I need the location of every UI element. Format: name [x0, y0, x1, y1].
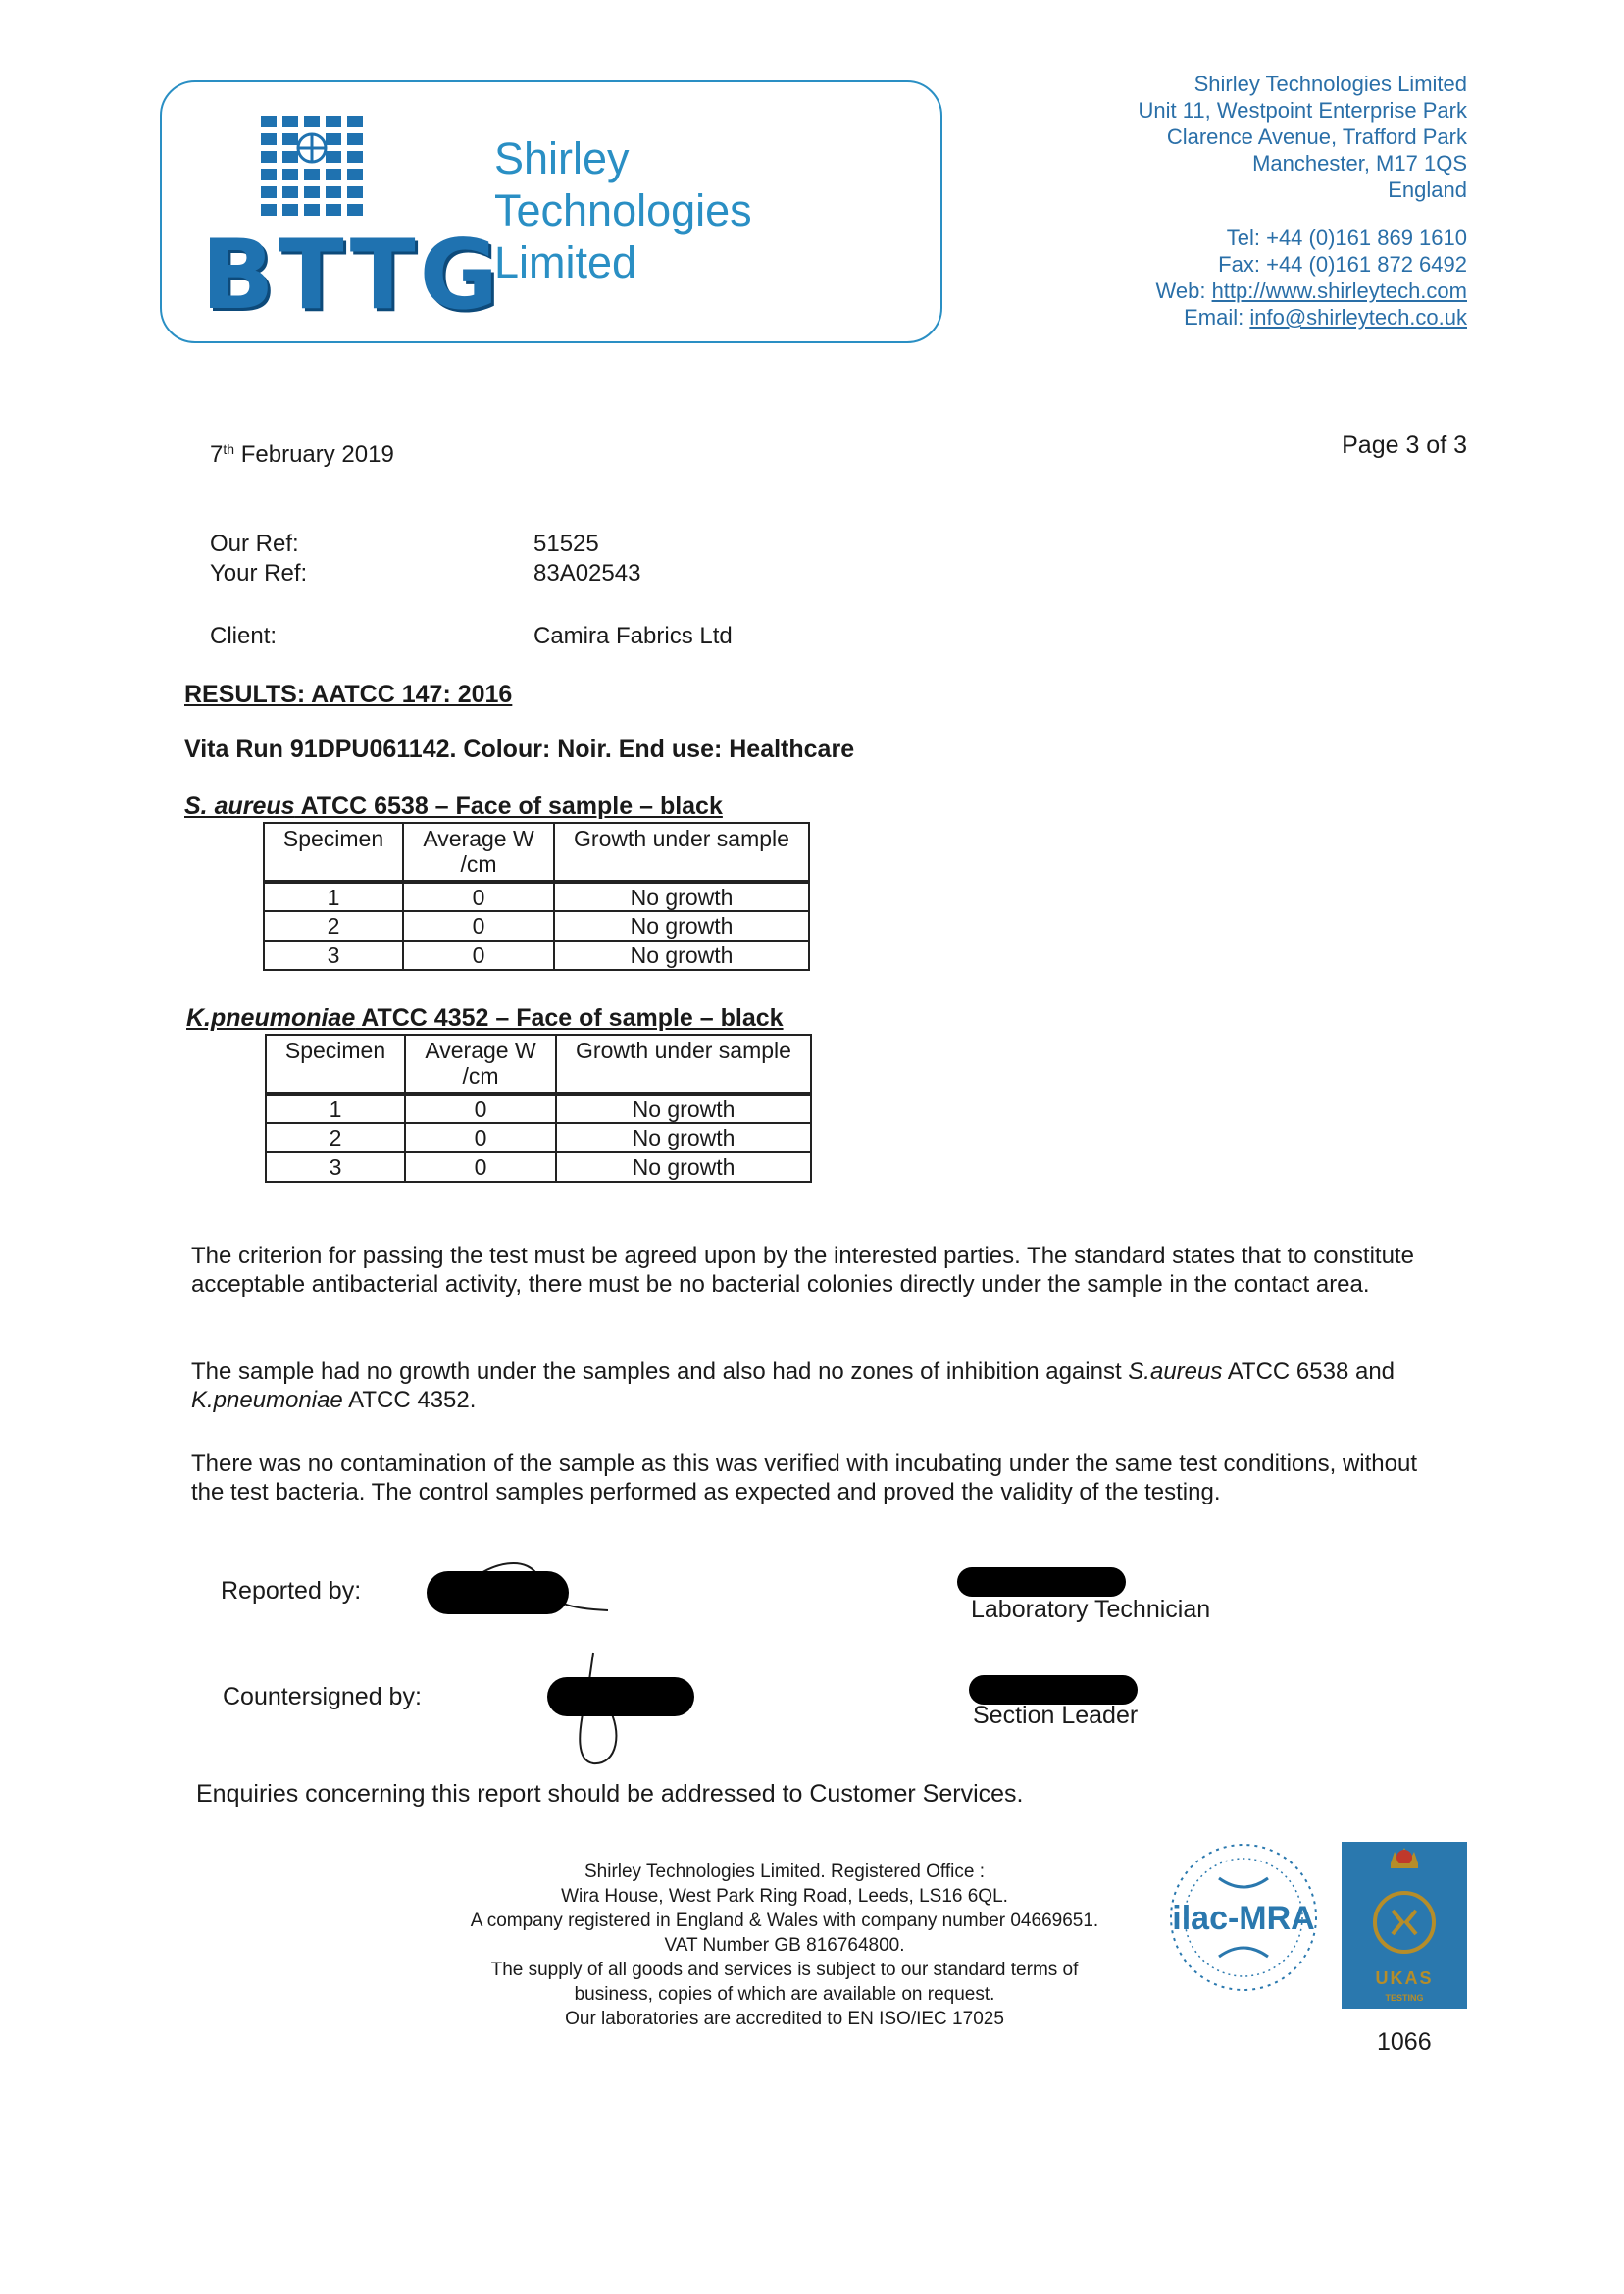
ukas-number: 1066 [1377, 2028, 1432, 2056]
average-w-cell: 0 [405, 1152, 556, 1182]
criterion-paragraph: The criterion for passing the test must be agreed upon by the interested parties. The standard states that to constitute acceptable antibacterial activity, there must be no bacterial colonies directly under the sample in the contact area. [191, 1243, 1414, 1298]
sample-description: Vita Run 91DPU061142. Colour: Noir. End use: Healthcare [184, 736, 855, 763]
column-header: Average W /cm [403, 823, 554, 882]
email-link[interactable]: info@shirleytech.co.uk [1249, 305, 1467, 330]
footer-line: VAT Number GB 816764800. [664, 1935, 905, 1956]
column-header: Specimen [266, 1035, 405, 1094]
table-title [184, 792, 723, 821]
growth-cell: No growth [556, 1094, 811, 1123]
column-header: Growth under sample [554, 823, 809, 882]
growth-cell: No growth [554, 911, 809, 941]
report-date [210, 441, 394, 469]
table-title-rest: ATCC 4352 – Face of sample – black [355, 1004, 784, 1032]
growth-cell: No growth [554, 882, 809, 911]
organism-name: S. aureus [184, 792, 295, 820]
specimen-cell: 1 [266, 1094, 405, 1123]
ukas-text: UKAS [1375, 1968, 1434, 1988]
footer-line: A company registered in England & Wales with company number 04669651. [470, 1911, 1099, 1931]
footer-legal [392, 1860, 1177, 2031]
company-name [494, 132, 752, 288]
specimen-cell: 3 [266, 1152, 405, 1182]
bttg-grid-logo-icon [261, 116, 367, 222]
growth-cell: No growth [556, 1152, 811, 1182]
column-header: Average W /cm [405, 1035, 556, 1094]
redacted-name [427, 1571, 569, 1614]
contamination-paragraph: There was no contamination of the sample as this was verified with incubating under the same test conditions, without the test bacteria. The control samples performed as expected and proved the validity of the testing. [191, 1451, 1418, 1505]
bttg-logo-text: BTTG [201, 220, 503, 331]
date-suffix: th [223, 441, 235, 457]
fax-label: Fax: [1218, 252, 1260, 277]
results-table-s-aureus [263, 822, 810, 971]
redacted-name [547, 1677, 694, 1716]
specimen-cell: 2 [266, 1123, 405, 1152]
email-line [1139, 304, 1467, 331]
tel-label: Tel: [1226, 226, 1260, 250]
tel-line [1139, 225, 1467, 251]
ukas-sub-text: TESTING [1385, 1993, 1424, 2003]
date-month-year: February 2019 [240, 441, 394, 468]
column-header: Specimen [264, 823, 403, 882]
table-row [266, 1152, 811, 1182]
reference-block [210, 530, 733, 651]
average-w-cell: 0 [405, 1123, 556, 1152]
countersigned-role: Section Leader [973, 1702, 1139, 1729]
table-row [264, 911, 809, 941]
date-day: 7 [210, 441, 224, 468]
address-line: Manchester, M17 1QS [1252, 151, 1467, 176]
paragraph-text: ATCC 4352. [342, 1387, 477, 1413]
company-name-line: Shirley [494, 133, 630, 183]
address-line: England [1388, 178, 1467, 202]
table-title [186, 1004, 784, 1033]
table-row [264, 941, 809, 970]
redacted-name [957, 1567, 1126, 1597]
table-row [264, 882, 809, 911]
growth-cell: No growth [554, 941, 809, 970]
our-ref-value: 51525 [533, 531, 599, 557]
client-label: Client: [210, 623, 278, 649]
results-table-k-pneumoniae [265, 1034, 812, 1183]
your-ref-row [210, 559, 733, 588]
organism-name: K.pneumoniae [186, 1004, 356, 1032]
enquiries-note: Enquiries concerning this report should be addressed to Customer Services. [196, 1780, 1024, 1808]
result-paragraph [191, 1357, 1427, 1414]
email-label: Email: [1184, 305, 1244, 330]
paragraph-text: ATCC 6538 and [1222, 1358, 1396, 1385]
specimen-cell: 3 [264, 941, 403, 970]
average-w-cell: 0 [403, 882, 554, 911]
tel-value: +44 (0)161 869 1610 [1266, 226, 1467, 250]
client-row [210, 622, 733, 651]
footer-line: The supply of all goods and services is subject to our standard terms of [490, 1960, 1079, 1980]
company-address [1139, 71, 1467, 331]
reported-role: Laboratory Technician [971, 1596, 1211, 1623]
reported-by-label: Reported by: [221, 1577, 362, 1605]
organism-name: K.pneumoniae [191, 1387, 343, 1413]
web-link[interactable]: http://www.shirleytech.com [1211, 279, 1467, 303]
fax-line [1139, 251, 1467, 278]
organism-name: S.aureus [1128, 1358, 1223, 1385]
table-row [266, 1094, 811, 1123]
client-value: Camira Fabrics Ltd [533, 623, 733, 649]
growth-cell: No growth [556, 1123, 811, 1152]
page-number: Page 3 of 3 [1342, 432, 1467, 459]
results-title: RESULTS: AATCC 147: 2016 [184, 681, 513, 708]
specimen-cell: 1 [264, 882, 403, 911]
table-title-rest: ATCC 6538 – Face of sample – black [294, 792, 723, 820]
fax-value: +44 (0)161 872 6492 [1266, 252, 1467, 277]
average-w-cell: 0 [405, 1094, 556, 1123]
average-w-cell: 0 [403, 911, 554, 941]
redacted-name [969, 1675, 1138, 1705]
footer-line: Wira House, West Park Ring Road, Leeds, LS16 6QL. [561, 1886, 1008, 1907]
average-w-cell: 0 [403, 941, 554, 970]
your-ref-value: 83A02543 [533, 560, 641, 586]
ilac-text: ilac-MRA [1172, 1900, 1315, 1937]
table-row [266, 1123, 811, 1152]
specimen-cell: 2 [264, 911, 403, 941]
countersigned-by-label: Countersigned by: [223, 1683, 422, 1710]
footer-line: Our laboratories are accredited to EN ISO/IEC 17025 [565, 2009, 1004, 2029]
address-line: Unit 11, Westpoint Enterprise Park [1138, 98, 1467, 123]
table-header-row [266, 1035, 811, 1094]
company-name-line: Limited [494, 237, 637, 287]
our-ref-row [210, 530, 733, 559]
web-line [1139, 278, 1467, 304]
ukas-logo [1342, 1842, 1467, 2009]
company-name-line: Technologies [494, 185, 752, 235]
your-ref-label: Your Ref: [210, 560, 308, 586]
address-line: Shirley Technologies Limited [1193, 72, 1467, 96]
column-header: Growth under sample [556, 1035, 811, 1094]
ilac-mra-logo-icon [1165, 1839, 1322, 1996]
table-header-row [264, 823, 809, 882]
footer-line: Shirley Technologies Limited. Registered Office : [584, 1861, 985, 1882]
footer-line: business, copies of which are available on request. [574, 1984, 995, 2005]
address-line: Clarence Avenue, Trafford Park [1166, 125, 1467, 149]
web-label: Web: [1155, 279, 1206, 303]
paragraph-text: The sample had no growth under the samples and also had no zones of inhibition against [191, 1358, 1129, 1385]
our-ref-label: Our Ref: [210, 531, 299, 557]
